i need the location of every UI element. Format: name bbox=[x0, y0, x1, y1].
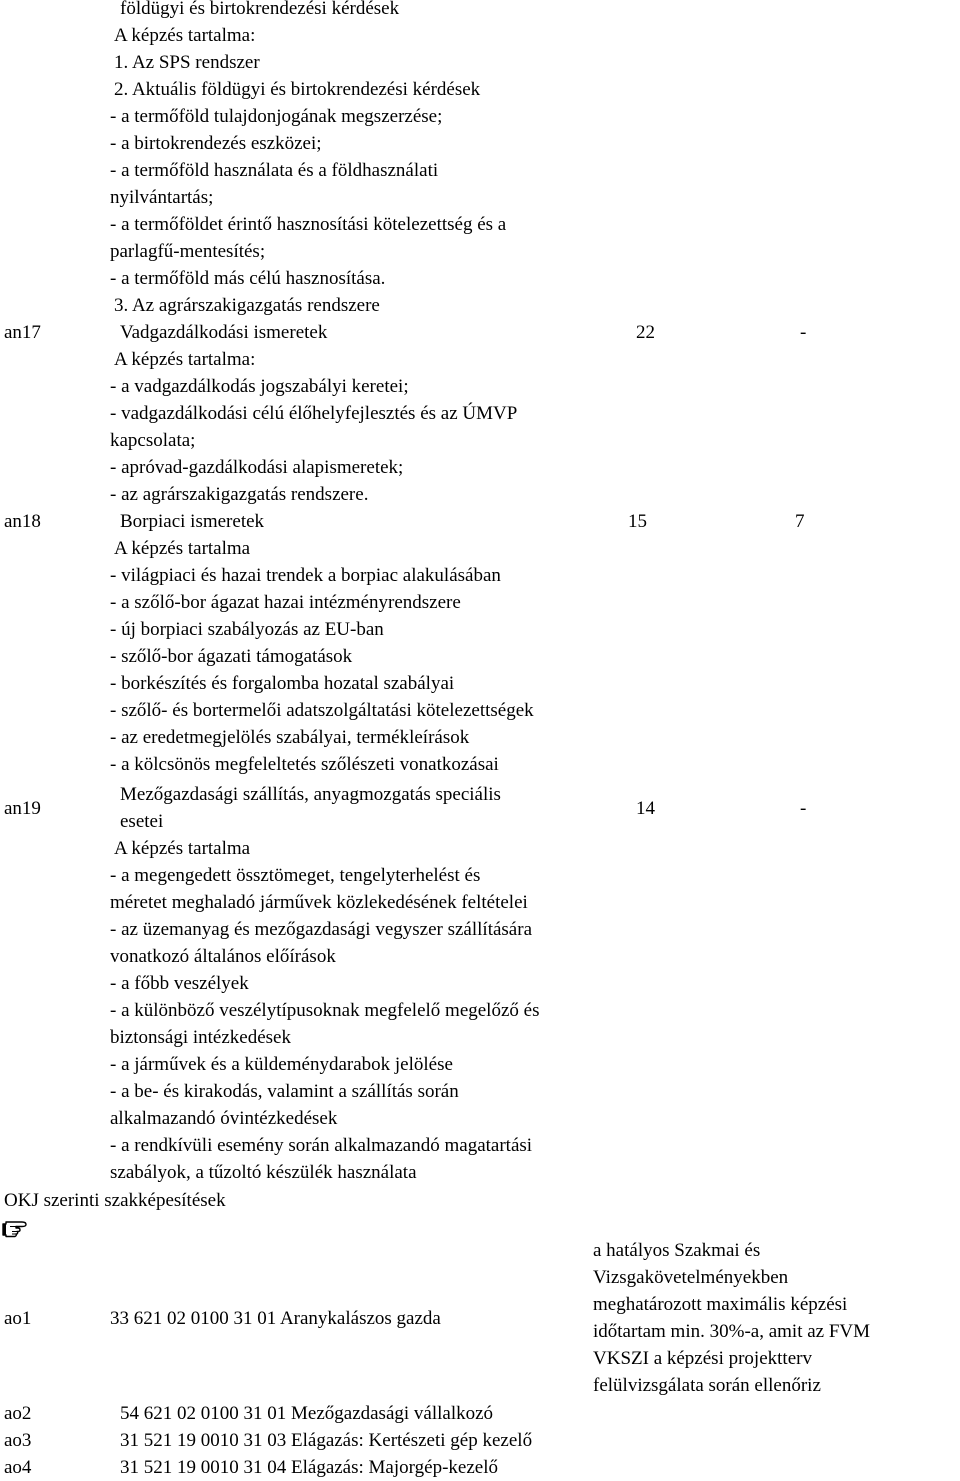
note-line: felülvizsgálata során ellenőriz bbox=[593, 1375, 821, 1396]
content-item: 2. Aktuális földügyi és birtokrendezési kérdések bbox=[114, 79, 481, 100]
row-code: an19 bbox=[4, 798, 41, 819]
content-heading: A képzés tartalma: bbox=[114, 349, 256, 370]
row-code: ao2 bbox=[4, 1403, 32, 1424]
content-item: - az eredetmegjelölés szabályai, termékleírások bbox=[110, 727, 470, 748]
content-item: parlagfű-mentesítés; bbox=[110, 241, 266, 262]
content-item: vonatkozó általános előírások bbox=[110, 946, 336, 967]
content-heading: A képzés tartalma bbox=[114, 838, 251, 859]
topic-title: Borpiaci ismeretek bbox=[120, 511, 265, 532]
qualification-name: 31 521 19 0010 31 04 Elágazás: Majorgép-kezelő bbox=[120, 1457, 498, 1478]
content-item: - a termőföld más célú hasznosítása. bbox=[110, 268, 386, 289]
hours-value-2: 7 bbox=[795, 511, 805, 532]
content-item: - a kölcsönös megfeleltetés szőlészeti vonatkozásai bbox=[110, 754, 499, 775]
qualification-name: 33 621 02 0100 31 01 Aranykalászos gazda bbox=[110, 1308, 441, 1329]
content-item: nyilvántartás; bbox=[110, 187, 214, 208]
content-item: 3. Az agrárszakigazgatás rendszere bbox=[114, 295, 380, 316]
hours-value: 14 bbox=[636, 798, 655, 819]
content-item: - borkészítés és forgalomba hozatal szabályai bbox=[110, 673, 455, 694]
row-code: an18 bbox=[4, 511, 41, 532]
content-item: - a termőföld használata és a földhasználati bbox=[110, 160, 439, 181]
row-code: ao3 bbox=[4, 1430, 32, 1451]
content-item: - a főbb veszélyek bbox=[110, 973, 249, 994]
section-heading: OKJ szerinti szakképesítések bbox=[4, 1190, 226, 1211]
row-code: an17 bbox=[4, 322, 41, 343]
content-item: alkalmazandó óvintézkedések bbox=[110, 1108, 338, 1129]
content-item: - a birtokrendezés eszközei; bbox=[110, 133, 322, 154]
note-line: a hatályos Szakmai és bbox=[593, 1240, 761, 1261]
note-line: Vizsgakövetelményekben bbox=[593, 1267, 789, 1288]
content-item: - az agrárszakigazgatás rendszere. bbox=[110, 484, 369, 505]
content-item: - az üzemanyag és mezőgazdasági vegyszer szállítására bbox=[110, 919, 532, 940]
hours-value-2: - bbox=[800, 322, 807, 343]
content-item: - a megengedett össztömeget, tengelyterhelést és bbox=[110, 865, 481, 886]
content-item: - a termőföldet érintő hasznosítási kötelezettség és a bbox=[110, 214, 507, 235]
content-heading: A képzés tartalma: bbox=[114, 25, 256, 46]
content-item: - világpiaci és hazai trendek a borpiac alakulásában bbox=[110, 565, 501, 586]
topic-title-cont: esetei bbox=[120, 811, 164, 832]
row-code: ao1 bbox=[4, 1308, 32, 1329]
pointing-hand-icon bbox=[2, 1218, 32, 1238]
content-item: kapcsolata; bbox=[110, 430, 196, 451]
content-item: - apróvad-gazdálkodási alapismeretek; bbox=[110, 457, 404, 478]
content-item: - szőlő- és bortermelői adatszolgáltatási kötelezettségek bbox=[110, 700, 534, 721]
content-item: szabályok, a tűzoltó készülék használata bbox=[110, 1162, 417, 1183]
topic-title-continued: földügyi és birtokrendezési kérdések bbox=[120, 0, 400, 19]
qualification-name: 31 521 19 0010 31 03 Elágazás: Kertészeti gép kezelő bbox=[120, 1430, 533, 1451]
content-item: - a termőföld tulajdonjogának megszerzése; bbox=[110, 106, 443, 127]
content-item: - a járművek és a küldeménydarabok jelölése bbox=[110, 1054, 453, 1075]
content-item: - a be- és kirakodás, valamint a szállítás során bbox=[110, 1081, 459, 1102]
content-item: - a rendkívüli esemény során alkalmazandó magatartási bbox=[110, 1135, 533, 1156]
content-heading: A képzés tartalma bbox=[114, 538, 251, 559]
content-item: - szőlő-bor ágazati támogatások bbox=[110, 646, 353, 667]
topic-title: Mezőgazdasági szállítás, anyagmozgatás speciális bbox=[120, 784, 501, 805]
content-item: - új borpiaci szabályozás az EU-ban bbox=[110, 619, 384, 640]
content-item: - a szőlő-bor ágazat hazai intézményrendszere bbox=[110, 592, 461, 613]
content-item: - a vadgazdálkodás jogszabályi keretei; bbox=[110, 376, 409, 397]
content-item: 1. Az SPS rendszer bbox=[114, 52, 260, 73]
qualification-name: 54 621 02 0100 31 01 Mezőgazdasági vállalkozó bbox=[120, 1403, 494, 1424]
hours-value: 15 bbox=[628, 511, 647, 532]
hours-value-2: - bbox=[800, 798, 807, 819]
topic-title: Vadgazdálkodási ismeretek bbox=[120, 322, 328, 343]
content-item: biztonsági intézkedések bbox=[110, 1027, 291, 1048]
content-item: - a különböző veszélytípusoknak megfelelő megelőző és bbox=[110, 1000, 540, 1021]
hours-value: 22 bbox=[636, 322, 655, 343]
content-item: - vadgazdálkodási célú élőhelyfejlesztés és az ÚMVP bbox=[110, 403, 518, 424]
content-item: méretet meghaladó járművek közlekedésének feltételei bbox=[110, 892, 528, 913]
note-line: időtartam min. 30%-a, amit az FVM bbox=[593, 1321, 871, 1342]
note-line: meghatározott maximális képzési bbox=[593, 1294, 848, 1315]
row-code: ao4 bbox=[4, 1457, 32, 1478]
note-line: VKSZI a képzési projektterv bbox=[593, 1348, 812, 1369]
